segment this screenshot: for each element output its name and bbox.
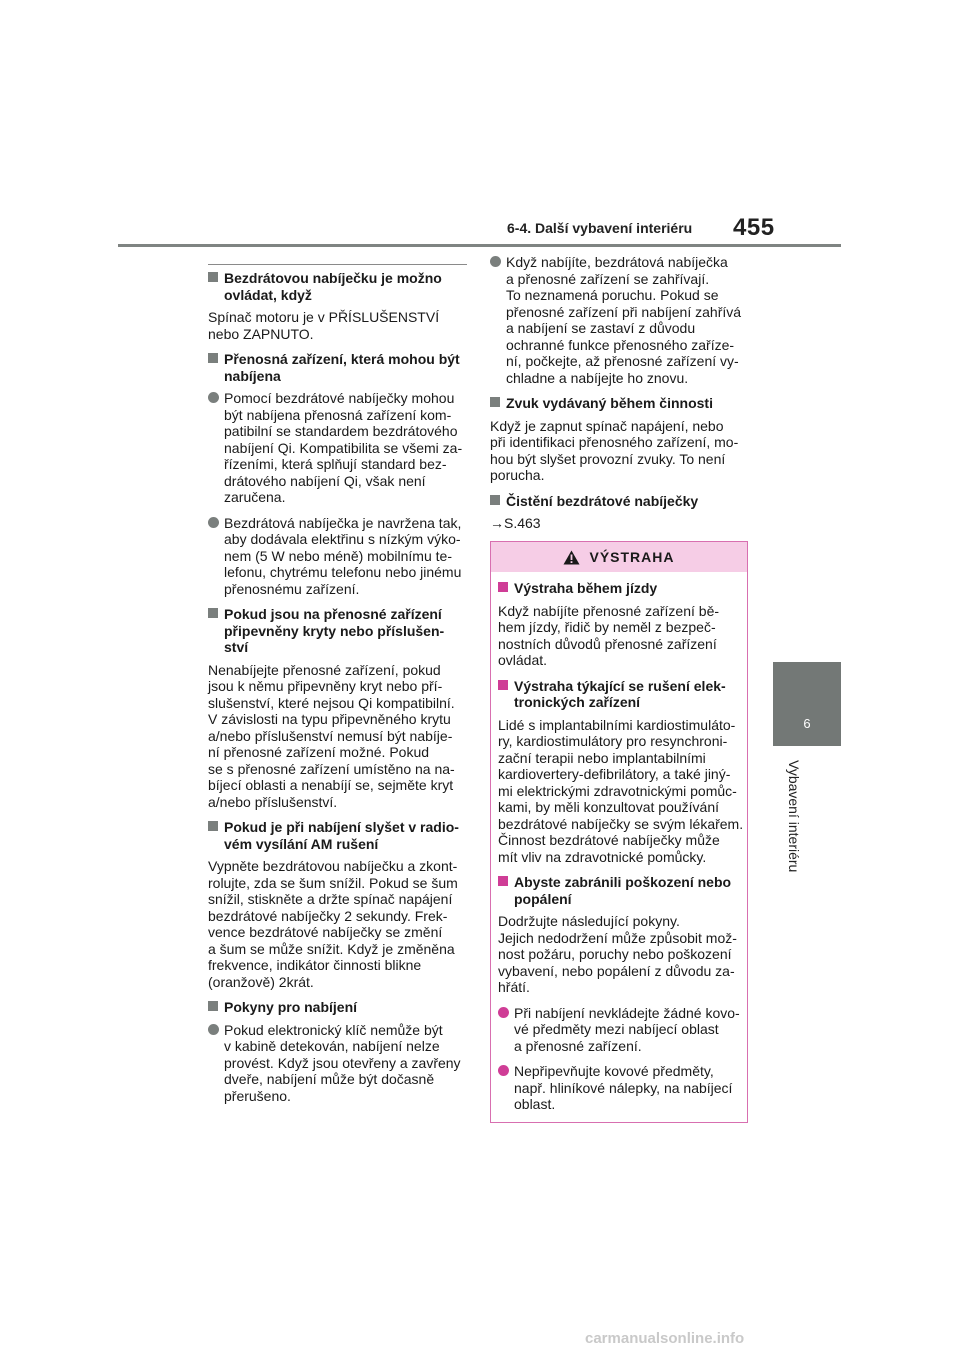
square-bullet-icon	[208, 272, 218, 282]
text-line: vém vysílání AM rušení	[224, 835, 379, 852]
text-line: přerušeno.	[224, 1087, 291, 1104]
text-line: Nenabíjejte přenosné zařízení, pokud	[208, 661, 441, 678]
paragraph	[490, 418, 752, 484]
warning-body	[491, 572, 747, 1113]
text-line: Pokud je při nabíjení slyšet v radio-	[224, 819, 459, 835]
text-line: oblast.	[514, 1096, 556, 1112]
heading	[498, 580, 739, 597]
heading	[208, 999, 470, 1016]
text-line: mít vliv na zdravotnické pomůcky.	[498, 848, 707, 865]
warning-triangle-icon	[563, 550, 580, 565]
text-line: Činnost bezdrátové nabíječky může	[498, 832, 720, 848]
square-bullet-icon	[498, 680, 508, 690]
text-line: být nabíjena přenosná zařízení kom-	[224, 406, 452, 423]
text-line: Pokyny pro nabíjení	[224, 999, 358, 1015]
text-line: snížil, stiskněte a držte spínač napájení	[208, 891, 453, 907]
heading	[208, 606, 470, 656]
text-line: zaručena.	[224, 489, 286, 505]
text-line: Pomocí bezdrátové nabíječky mohou	[224, 390, 455, 406]
text-line: lefonu, chytrému telefonu nebo jinému	[224, 564, 462, 580]
text-line: nost požáru, poruchy nebo poškození	[498, 946, 732, 962]
text-line: bezdrátové nabíječky 2 sekundy. Frek-	[208, 907, 448, 924]
warning-title: VÝSTRAHA	[589, 549, 675, 565]
paragraph	[498, 603, 739, 669]
text-line: Nepřipevňujte kovové předměty,	[514, 1063, 714, 1079]
text-line: vence bezdrátové nabíječky se změní	[208, 924, 443, 940]
text-line: přenosnému zařízení.	[224, 580, 360, 597]
text-line: a/nebo příslušenství nemusí být nabíje-	[208, 727, 453, 744]
text-line: Když je zapnut spínač napájení, nebo	[490, 417, 724, 434]
square-bullet-icon	[208, 608, 218, 618]
text-line: aby dodávala elektřinu s nízkým výko-	[224, 531, 461, 547]
heading	[498, 678, 739, 711]
section-title: 6-4. Další vybavení interiéru	[507, 220, 693, 236]
heading	[490, 395, 752, 412]
text-line: hem jízdy, řidič by neměl z bezpeč-	[498, 619, 716, 635]
text-line: ry, kardiostimulátory pro resynchroni-	[498, 733, 728, 749]
text-line: Spínač motoru je v PŘÍSLUŠENSTVÍ	[208, 309, 440, 325]
text-line: Když nabíjíte přenosné zařízení bě-	[498, 602, 720, 619]
text-line: porucha.	[490, 467, 545, 483]
square-bullet-icon	[490, 495, 500, 505]
text-line: dveře, nabíjení může být dočasně	[224, 1071, 435, 1087]
circle-bullet-icon	[208, 392, 219, 403]
text-line: To neznamená poruchu. Pokud se	[506, 287, 719, 303]
text-line: vybavení, nebo popálení z důvodu za-	[498, 962, 735, 979]
text-line: a nabíjení se zastaví z důvodu	[506, 320, 696, 336]
text-line: popálení	[514, 890, 572, 907]
heading	[490, 493, 752, 510]
text-line: slušenství, které nejsou Qi kompatibilní.	[208, 694, 455, 711]
text-line: Při nabíjení nevkládejte žádné kovo-	[514, 1004, 740, 1021]
warning-box	[490, 541, 748, 1123]
text-line: a/nebo příslušenství.	[208, 793, 338, 810]
text-line: (oranžově) 2krát.	[208, 973, 314, 990]
square-bullet-icon	[498, 876, 508, 886]
text-line: kardiovertery-defibrilátory, a také jiný-	[498, 766, 731, 782]
text-line: zační terapii nebo implantabilními	[498, 749, 706, 766]
footer-watermark: carmanualsonline.info	[585, 1330, 745, 1347]
square-bullet-icon	[208, 821, 218, 831]
paragraph	[208, 662, 470, 811]
text-line: vé předměty mezi nabíjecí oblast	[514, 1021, 719, 1037]
text-line: nem (5 W nebo méně) mobilnímu te-	[224, 547, 452, 564]
text-line: chladne a nabíjejte ho znovu.	[506, 369, 689, 386]
text-line: frekvence, indikátor činnosti blikne	[208, 957, 422, 973]
text-line: a přenosné zařízení.	[514, 1037, 642, 1054]
text-line: v kabině detekován, nabíjení nelze	[224, 1038, 440, 1054]
text-line: a šum se může snížit. Když je změněna	[208, 940, 455, 957]
square-bullet-icon	[490, 397, 500, 407]
warning-header	[491, 542, 747, 572]
text-line: Pokud elektronický klíč nemůže být	[224, 1021, 443, 1038]
text-line: Bezdrátová nabíječka je navržena tak,	[224, 514, 462, 531]
text-line: nostních důvodů přenosné zařízení	[498, 635, 717, 652]
circle-bullet-icon	[208, 517, 219, 528]
text-line: Pokud jsou na přenosné zařízení	[224, 606, 442, 622]
bullet-item	[490, 254, 752, 386]
text-line: přenosné zařízení při nabíjení zahřívá	[506, 303, 742, 320]
text-line: nebo ZAPNUTO.	[208, 325, 314, 342]
paragraph	[498, 913, 739, 996]
text-line: ní přenosné zařízení možné. Pokud	[208, 744, 430, 760]
circle-bullet-icon	[490, 256, 501, 267]
header-rule	[118, 244, 841, 247]
text-line: patibilní se standardem bezdrátového	[224, 423, 458, 439]
text-line: hou být slyšet provozní zvuky. To není	[490, 450, 726, 467]
bullet-item	[208, 515, 470, 598]
text-line: Lidé s implantabilními kardiostimuláto-	[498, 716, 736, 733]
circle-bullet-icon	[208, 1024, 219, 1035]
text-line: Přenosná zařízení, která mohou být	[224, 351, 460, 367]
text-line: tronických zařízení	[514, 694, 641, 710]
circle-bullet-icon	[498, 1007, 509, 1018]
text-line: Výstraha během jízdy	[514, 580, 658, 596]
heading	[208, 351, 470, 384]
page-number: 455	[733, 214, 775, 241]
left-column	[208, 270, 470, 1113]
text-line: Jejich nedodržení může způsobit mož-	[498, 929, 737, 946]
text-line: bezdrátové nabíječky se svým lékařem.	[498, 815, 744, 832]
text-line: jsou k němu připevněny kryt nebo pří-	[208, 678, 443, 694]
text-line: bíjecí oblasti a nenabíjí se, sejměte kryt	[208, 777, 454, 793]
text-line: kami, by měli konzultovat používání	[498, 799, 719, 815]
text-line: drátového nabíjení Qi, však není	[224, 472, 426, 489]
text-line: Dodržujte následující pokyny.	[498, 913, 680, 929]
text-line: ství	[224, 639, 249, 655]
bullet-item	[208, 390, 470, 506]
paragraph	[208, 309, 470, 342]
page-reference: →S.463	[490, 515, 541, 531]
right-column	[490, 254, 752, 541]
text-line: ochranné funkce přenosného zaříze-	[506, 336, 735, 353]
text-line: ovládat.	[498, 652, 548, 668]
text-line: ní, počkejte, až přenosné zařízení vy-	[506, 353, 739, 369]
text-line: Čistění bezdrátové nabíječky	[506, 492, 699, 509]
chapter-tab	[773, 662, 841, 746]
heading	[208, 270, 470, 303]
text-line: V závislosti na typu připevněného krytu	[208, 711, 451, 727]
text-line: a přenosné zařízení se zahřívají.	[506, 270, 710, 287]
bullet-item	[208, 1022, 470, 1105]
text-line: hřátí.	[498, 979, 530, 995]
text-line: např. hliníkové nálepky, na nabíjecí	[514, 1079, 733, 1096]
text-line: řízeními, která splňují standard bez-	[224, 456, 447, 472]
square-bullet-icon	[208, 353, 218, 363]
chapter-number: 6	[803, 716, 811, 731]
circle-bullet-icon	[498, 1065, 509, 1076]
heading	[498, 874, 739, 907]
text-line: Výstraha týkající se rušení elek-	[514, 677, 726, 694]
column-top-rule	[208, 264, 467, 265]
text-line: Vypněte bezdrátovou nabíječku a zkont-	[208, 858, 458, 874]
text-line: rolujte, zda se šum snížil. Pokud se šum	[208, 874, 458, 891]
text-line: se s přenosné zařízení umístěno na na-	[208, 760, 455, 777]
text-line: provést. Když jsou otevřeny a zavřeny	[224, 1054, 461, 1071]
chapter-label: Vybavení interiéru	[786, 760, 802, 873]
paragraph	[208, 858, 470, 990]
heading	[208, 819, 470, 852]
bullet-item	[498, 1063, 739, 1113]
text-line: připevněny kryty nebo příslušen-	[224, 622, 445, 639]
text-line: při identifikaci přenosného zařízení, mo-	[490, 434, 739, 450]
text-line: nabíjení Qi. Kompatibilita se všemi za-	[224, 439, 463, 456]
text-line: Zvuk vydávaný během činnosti	[506, 395, 713, 411]
paragraph	[498, 716, 744, 866]
text-line: Bezdrátovou nabíječku je možno	[224, 270, 442, 286]
text-line: mi elektrickými zdravotnickými pomůc-	[498, 782, 737, 799]
square-bullet-icon	[208, 1001, 218, 1011]
bullet-item	[498, 1005, 739, 1055]
text-line: Když nabíjíte, bezdrátová nabíječka	[506, 254, 728, 270]
text-line: ovládat, když	[224, 286, 312, 303]
text-line: Abyste zabránili poškození nebo	[514, 874, 732, 890]
text-line: nabíjena	[224, 367, 281, 384]
square-bullet-icon	[498, 582, 508, 592]
